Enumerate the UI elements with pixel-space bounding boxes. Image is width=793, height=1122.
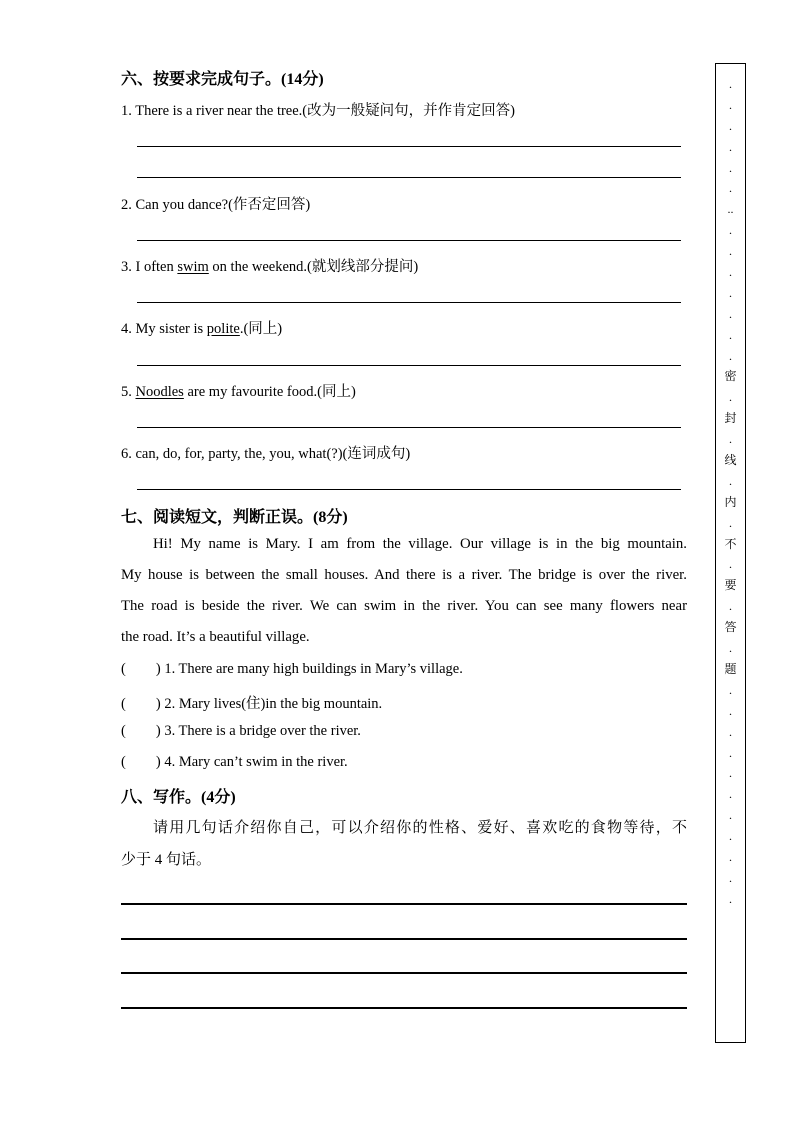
seal-char: 线 bbox=[724, 453, 737, 468]
seal-char: 封 bbox=[724, 411, 737, 426]
section6-title: 六、按要求完成句子。(14分) bbox=[121, 71, 324, 88]
seal-line-box bbox=[715, 63, 746, 1043]
question-6: 6. can, do, for, party, the, you, what(?)(连词成句) bbox=[121, 446, 411, 462]
seal-char: . bbox=[729, 515, 732, 530]
seal-char: . bbox=[729, 766, 732, 781]
seal-char: . bbox=[729, 244, 732, 259]
passage-line-2: My house is between the small houses. And there is a river. The bridge is over the river. bbox=[121, 567, 687, 583]
passage-line-3: The road is beside the river. We can swim in the river. You can see many flowers near bbox=[121, 598, 687, 614]
question-3: 3. I often swim on the weekend.(就划线部分提问) bbox=[121, 259, 419, 275]
seal-char: . bbox=[729, 348, 732, 363]
seal-char: . bbox=[729, 703, 732, 718]
seal-char: . bbox=[729, 265, 732, 280]
seal-line-text bbox=[716, 74, 745, 910]
question-2: 2. Can you dance?(作否定回答) bbox=[121, 197, 311, 213]
answer-line[interactable] bbox=[137, 240, 681, 241]
judge-item-1: ( ) 1. There are many high buildings in Mary’s village. bbox=[121, 661, 463, 677]
writing-line[interactable] bbox=[121, 972, 687, 974]
seal-char: . bbox=[729, 599, 732, 614]
seal-char: . bbox=[729, 77, 732, 91]
seal-char: . bbox=[729, 306, 732, 321]
section8-title: 八、写作。(4分) bbox=[121, 789, 236, 806]
seal-char: . bbox=[729, 870, 732, 885]
seal-char: .. bbox=[727, 202, 734, 217]
seal-char: . bbox=[729, 849, 732, 864]
answer-line[interactable] bbox=[137, 146, 681, 147]
seal-char: 答 bbox=[724, 620, 737, 635]
writing-line[interactable] bbox=[121, 1007, 687, 1009]
seal-char: 题 bbox=[724, 661, 737, 676]
question-4: 4. My sister is polite.(同上) bbox=[121, 321, 283, 337]
seal-char: . bbox=[729, 223, 732, 238]
seal-char: . bbox=[729, 97, 732, 112]
answer-line[interactable] bbox=[137, 177, 681, 178]
underlined-word: swim bbox=[177, 259, 209, 275]
seal-char: . bbox=[729, 432, 732, 447]
underlined-word: Noodles bbox=[135, 384, 184, 400]
answer-line[interactable] bbox=[137, 489, 681, 490]
writing-prompt-line-2: 少于 4 句话。 bbox=[121, 852, 212, 868]
seal-char: . bbox=[729, 285, 732, 300]
seal-char: . bbox=[729, 808, 732, 823]
seal-char: . bbox=[729, 139, 732, 154]
writing-prompt-line-1: 请用几句话介绍你自己，可以介绍你的性格、爱好、喜欢吃的食物等待，不 bbox=[153, 820, 687, 836]
seal-char: . bbox=[729, 787, 732, 802]
seal-char: . bbox=[729, 181, 732, 196]
section7-title: 七、阅读短文，判断正误。(8分) bbox=[121, 509, 348, 526]
answer-line[interactable] bbox=[137, 365, 681, 366]
seal-char: 密 bbox=[724, 369, 737, 384]
writing-line[interactable] bbox=[121, 903, 687, 905]
underlined-word: polite bbox=[206, 321, 240, 337]
seal-char: 不 bbox=[724, 536, 737, 551]
answer-line[interactable] bbox=[137, 427, 681, 428]
seal-char: . bbox=[729, 160, 732, 175]
judge-item-4: ( ) 4. Mary can’t swim in the river. bbox=[121, 754, 348, 770]
seal-char: 内 bbox=[724, 494, 737, 509]
seal-char: . bbox=[729, 473, 732, 488]
seal-char: . bbox=[729, 745, 732, 760]
writing-line[interactable] bbox=[121, 938, 687, 940]
judge-item-2: ( ) 2. Mary lives(住)in the big mountain. bbox=[121, 696, 383, 712]
seal-char: . bbox=[729, 557, 732, 572]
seal-char: . bbox=[729, 724, 732, 739]
seal-char: . bbox=[729, 891, 732, 906]
question-5: 5. Noodles are my favourite food.(同上) bbox=[121, 384, 356, 400]
seal-char: . bbox=[729, 682, 732, 697]
question-1: 1. There is a river near the tree.(改为一般疑问句，并作肯定回答) bbox=[121, 103, 515, 119]
seal-char: . bbox=[729, 118, 732, 133]
seal-char: . bbox=[729, 641, 732, 656]
passage-line-4: the road. It’s a beautiful village. bbox=[121, 629, 310, 645]
passage-line-1: Hi! My name is Mary. I am from the village. Our village is in the big mountain. bbox=[153, 536, 687, 552]
seal-char: 要 bbox=[724, 578, 737, 593]
seal-char: . bbox=[729, 390, 732, 405]
judge-item-3: ( ) 3. There is a bridge over the river. bbox=[121, 723, 361, 739]
seal-char: . bbox=[729, 327, 732, 342]
seal-char: . bbox=[729, 829, 732, 844]
answer-line[interactable] bbox=[137, 302, 681, 303]
